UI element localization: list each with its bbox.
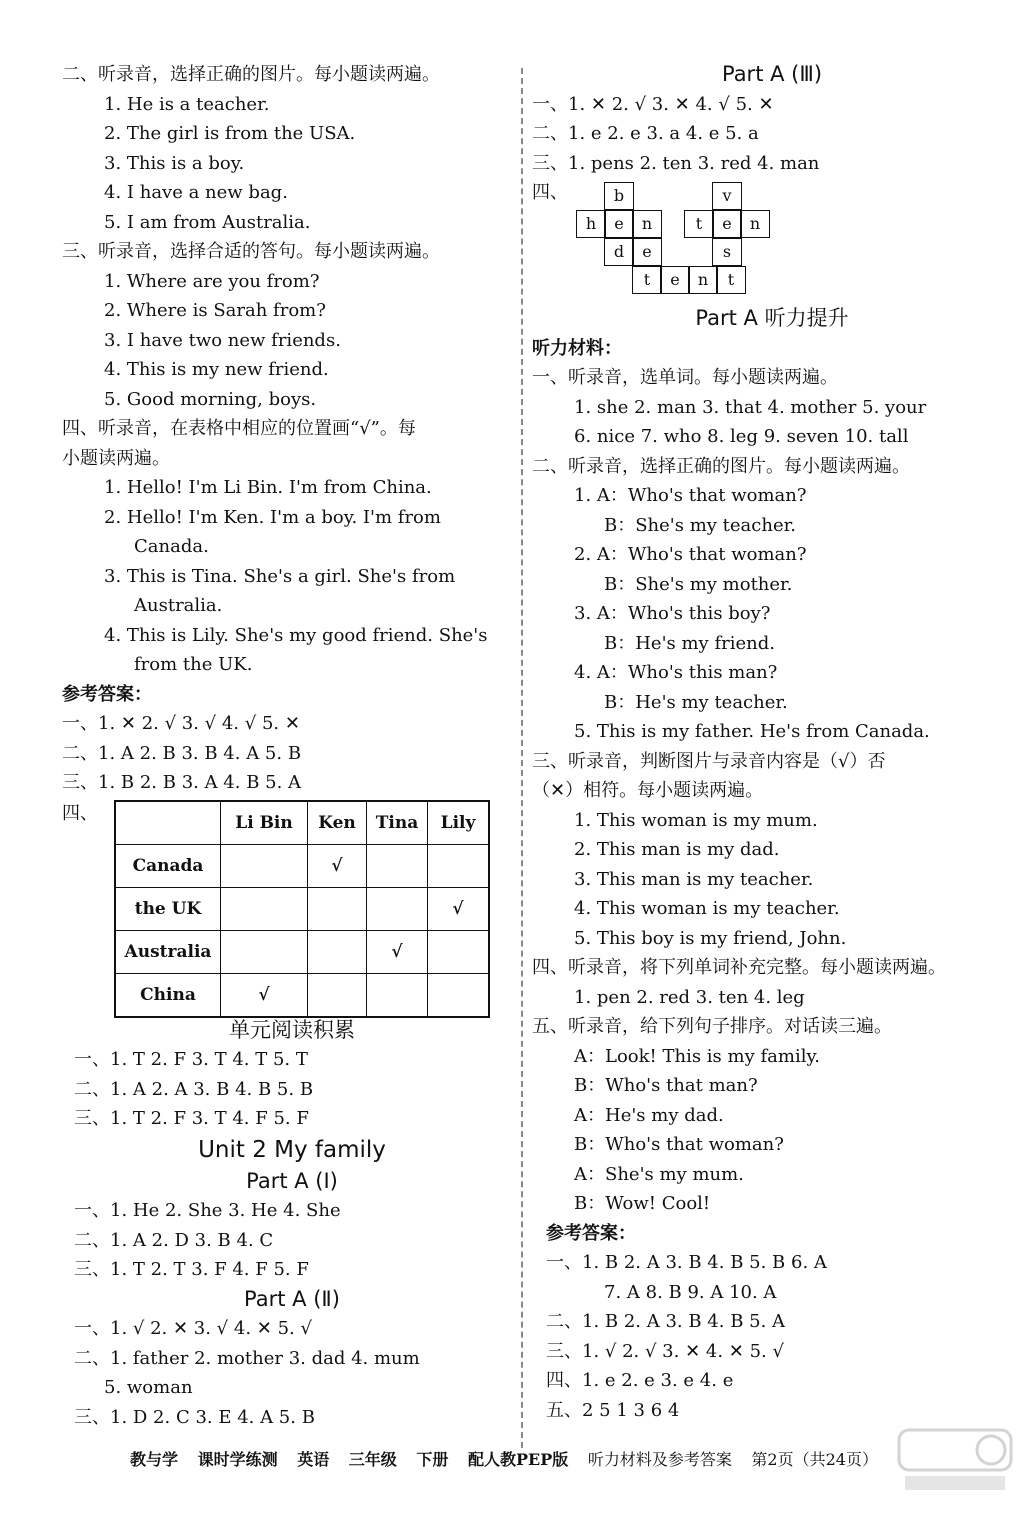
footer-grade: 三年级: [348, 1450, 397, 1469]
list-item: 3. This is a boy.: [104, 152, 245, 174]
answer-line: 一、1. ✕ 2. √ 3. ✕ 4. √ 5. ✕: [532, 93, 774, 115]
table-cell: the UK: [115, 887, 221, 930]
left-column: [62, 60, 522, 1432]
list-item: 2. The girl is from the USA.: [104, 123, 356, 144]
list-item-cont: B：She's my mother.: [604, 573, 793, 595]
answer-line: 二、1. B 2. A 3. B 4. B 5. A: [546, 1311, 786, 1332]
table-cell: [221, 930, 308, 973]
table-cell: China: [115, 973, 221, 1017]
answer-table-row: [62, 800, 522, 1016]
table-cell: √: [221, 973, 308, 1017]
list-item: 1. This woman is my mum.: [574, 809, 818, 831]
list-item: 1. A：Who's that woman?: [574, 485, 807, 506]
table-cell: Canada: [115, 844, 221, 887]
list-item: 1. Where are you from?: [104, 270, 320, 292]
section-title: 五、听录音，给下列句子排序。对话读三遍。: [532, 1016, 892, 1037]
table-header-row: [115, 801, 489, 845]
dialog-line: B：Wow! Cool!: [574, 1193, 711, 1214]
crossword-cell: s: [712, 238, 742, 266]
page-number: 第2页（共24页）: [751, 1450, 878, 1469]
dialog-line: A：He's my dad.: [574, 1104, 724, 1126]
answer-line: 三、1. T 2. T 3. F 4. F 5. F: [74, 1259, 309, 1280]
answer-line: 二、1. A 2. B 3. B 4. A 5. B: [62, 742, 302, 764]
list-item-cont: B：She's my teacher.: [604, 514, 796, 536]
list-item: 4. A：Who's this man?: [574, 662, 778, 683]
list-item: 3. A：Who's this boy?: [574, 603, 771, 624]
footer-edition: 配人教PEP版: [467, 1450, 569, 1469]
table-cell: √: [367, 930, 428, 973]
list-item: 3. I have two new friends.: [104, 329, 341, 351]
list-item: 1. He is a teacher.: [104, 93, 270, 115]
table-cell: Australia: [115, 930, 221, 973]
list-item: 2. Hello! I'm Ken. I'm a boy. I'm from: [104, 506, 441, 528]
dialog-line: B：Who's that man?: [574, 1075, 758, 1096]
answers-label: 参考答案：: [546, 1222, 636, 1244]
list-item: 3. This is Tina. She's a girl. She's from: [104, 565, 456, 587]
footer-brand: 教与学: [130, 1450, 179, 1469]
table-cell: [308, 887, 367, 930]
watermark-logo-icon: [895, 1426, 1015, 1496]
dialog-line: B：Who's that woman?: [574, 1134, 784, 1155]
crossword-cell: e: [712, 210, 742, 238]
crossword-cell: t: [632, 266, 662, 294]
answer-line: 三、1. pens 2. ten 3. red 4. man: [532, 152, 820, 174]
page-footer: [130, 1447, 892, 1470]
answer-line-cont: 7. A 8. B 9. A 10. A: [604, 1281, 777, 1303]
part-title: Part A (Ⅲ): [721, 62, 823, 86]
list-item: 4. This woman is my teacher.: [574, 898, 840, 919]
right-column: [532, 60, 1012, 1425]
section-title: 四、听录音，将下列单词补充完整。每小题读两遍。: [532, 957, 946, 978]
dialog-line: A：Look! This is my family.: [574, 1045, 820, 1067]
crossword-grid: [568, 178, 1012, 296]
answer-line: 五、2 5 1 3 6 4: [546, 1399, 680, 1421]
table-cell: [428, 930, 490, 973]
table-cell: [221, 887, 308, 930]
reading-title: 单元阅读积累: [229, 1017, 355, 1042]
answer-line: 三、1. √ 2. √ 3. ✕ 4. ✕ 5. √: [546, 1340, 784, 1362]
footer-subject: 英语: [297, 1450, 330, 1469]
section-title: 一、听录音，选单词。每小题读两遍。: [532, 367, 838, 388]
table-cell: [221, 844, 308, 887]
answer-line: 二、1. A 2. D 3. B 4. C: [74, 1229, 274, 1251]
list-item: 1. Hello! I'm Li Bin. I'm from China.: [104, 477, 432, 498]
list-item: 2. This man is my dad.: [574, 839, 780, 860]
list-item: 5. This is my father. He's from Canada.: [574, 721, 930, 742]
list-item: 4. This is Lily. She's my good friend. She's: [104, 624, 488, 646]
crossword-cell: e: [604, 210, 634, 238]
crossword-cell: n: [688, 266, 718, 294]
answer-line: 一、1. √ 2. ✕ 3. √ 4. ✕ 5. √: [74, 1318, 312, 1339]
list-item: 1. pen 2. red 3. ten 4. leg: [574, 986, 805, 1008]
table-cell: [367, 844, 428, 887]
list-item: 3. This man is my teacher.: [574, 868, 814, 890]
crossword-cell: h: [576, 210, 606, 238]
crossword-cell: d: [604, 238, 634, 266]
answer-line: 三、1. B 2. B 3. A 4. B 5. A: [62, 772, 302, 793]
dialog-line: A：She's my mum.: [574, 1163, 744, 1185]
crossword-cell: v: [712, 182, 742, 210]
section-title-cont: （✕）相符。每小题读两遍。: [532, 780, 764, 801]
footer-section: 听力材料及参考答案: [587, 1450, 732, 1469]
list-item-cont: Canada.: [134, 536, 209, 557]
table-row: [115, 844, 489, 887]
table-header: Tina: [367, 801, 428, 845]
answer-line: 四、1. e 2. e 3. e 4. e: [546, 1370, 734, 1391]
list-item: 4. This is my new friend.: [104, 359, 329, 380]
list-item: 5. This boy is my friend, John.: [574, 927, 847, 949]
list-item: 2. A：Who's that woman?: [574, 544, 807, 565]
section-title: 二、听录音，选择正确的图片。每小题读两遍。: [532, 455, 910, 477]
list-item-cont: Australia.: [134, 595, 223, 616]
answer-line: 三、1. T 2. F 3. T 4. F 5. F: [74, 1108, 309, 1129]
section-title: 二、听录音，选择正确的图片。每小题读两遍。: [62, 64, 440, 85]
table-cell: [428, 844, 490, 887]
answer-line: 三、1. D 2. C 3. E 4. A 5. B: [74, 1406, 315, 1428]
list-item: 1. she 2. man 3. that 4. mother 5. your: [574, 396, 927, 418]
crossword-cell: t: [716, 266, 746, 294]
table-cell: √: [308, 844, 367, 887]
answer-line: 二、1. e 2. e 3. a 4. e 5. a: [532, 123, 759, 144]
table-header: Ken: [308, 801, 367, 845]
answer-line: 一、1. B 2. A 3. B 4. B 5. B 6. A: [546, 1252, 827, 1273]
list-item: 4. I have a new bag.: [104, 182, 288, 203]
part-title: Part A (Ⅰ): [246, 1168, 338, 1193]
table-row: [115, 887, 489, 930]
answers-label: 参考答案：: [62, 683, 152, 705]
table-cell: [367, 887, 428, 930]
answer-line: 二、1. father 2. mother 3. dad 4. mum: [74, 1347, 420, 1369]
crossword-block: [532, 178, 1012, 304]
crossword-cell: e: [632, 238, 662, 266]
answer-line: 二、1. A 2. A 3. B 4. B 5. B: [74, 1078, 314, 1100]
table-cell: [308, 930, 367, 973]
table-cell: [367, 973, 428, 1017]
crossword-cell: n: [632, 210, 662, 238]
section-title-cont: 小题读两遍。: [62, 447, 170, 469]
crossword-cell: t: [684, 210, 714, 238]
table-row: [115, 973, 489, 1017]
table-cell: [428, 973, 490, 1017]
list-item: 2. Where is Sarah from?: [104, 300, 326, 321]
answer-label: 四、: [62, 802, 98, 824]
answer-line: 一、1. T 2. F 3. T 4. T 5. T: [74, 1049, 308, 1070]
answer-label: 四、: [532, 182, 568, 203]
answer-line: 一、1. ✕ 2. √ 3. √ 4. √ 5. ✕: [62, 713, 300, 734]
section-heading: Part A 听力提升: [695, 306, 849, 330]
crossword-cell: e: [660, 266, 690, 294]
table-row: [115, 930, 489, 973]
section-title: 四、听录音，在表格中相应的位置画“√”。每: [62, 418, 416, 439]
table-cell: [308, 973, 367, 1017]
answer-table: [114, 800, 490, 1018]
list-item-cont: B：He's my teacher.: [604, 691, 788, 713]
footer-series: 课时学练测: [197, 1450, 278, 1469]
answer-line: 一、1. He 2. She 3. He 4. She: [74, 1200, 341, 1221]
list-item-cont: from the UK.: [134, 654, 253, 675]
part-title: Part A (Ⅱ): [244, 1286, 340, 1311]
table-header: Lily: [428, 801, 490, 845]
section-title: 三、听录音，选择合适的答句。每小题读两遍。: [62, 241, 440, 262]
table-cell: [115, 801, 221, 845]
unit-title: Unit 2 My family: [198, 1136, 386, 1163]
list-item-cont: B：He's my friend.: [604, 632, 775, 654]
table-header: Li Bin: [221, 801, 308, 845]
list-item: 6. nice 7. who 8. leg 9. seven 10. tall: [574, 426, 909, 447]
footer-volume: 下册: [416, 1450, 449, 1469]
material-label: 听力材料：: [532, 337, 622, 359]
list-item: 5. Good morning, boys.: [104, 388, 317, 410]
crossword-cell: n: [740, 210, 770, 238]
section-title: 三、听录音，判断图片与录音内容是（√）否: [532, 750, 886, 772]
list-item: 5. I am from Australia.: [104, 211, 311, 233]
crossword-cell: b: [604, 182, 634, 210]
table-cell: √: [428, 887, 490, 930]
answer-line-cont: 5. woman: [104, 1377, 193, 1398]
